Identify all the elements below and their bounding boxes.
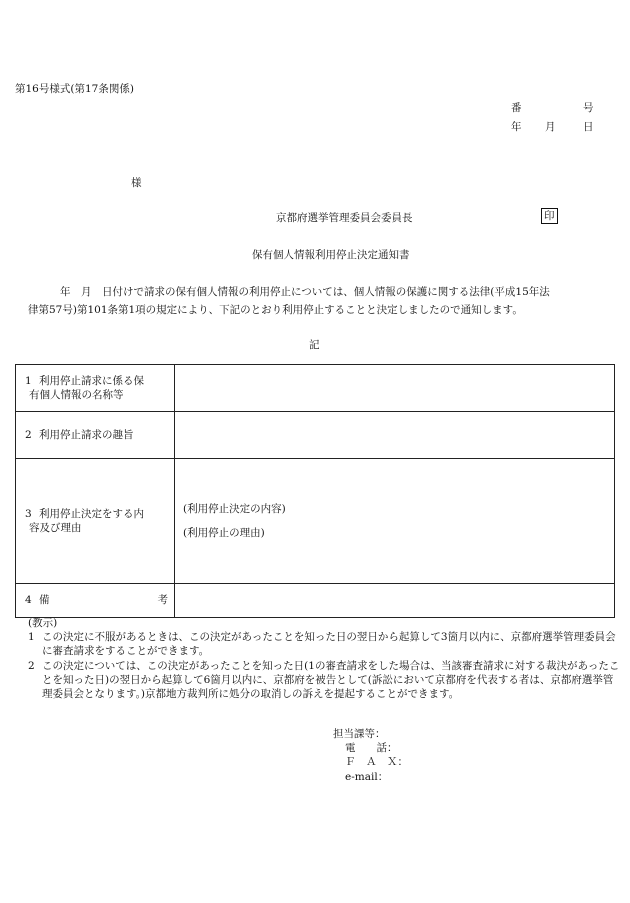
notice-item-1-text: この決定に不服があるときは、この決定があったことを知った日の翌日から起算して3箇月以内に、京都府選挙管理委員会に審査請求をすることができます。: [42, 631, 616, 658]
issuer-name: 京都府選挙管理委員会委員長: [276, 212, 413, 224]
form-number: 第16号様式(第17条関係): [15, 83, 134, 95]
row4-number: 4: [25, 594, 32, 607]
row1-label-line-a: [25, 374, 170, 388]
notice-item-1-number: 1: [28, 631, 35, 644]
row1-number: 1: [25, 374, 32, 387]
row2-label: 利用停止請求の趣旨: [39, 428, 134, 441]
notice-item-1: [28, 630, 620, 658]
row3-label-cell: [16, 459, 175, 584]
row1-label-b: 有個人情報の名称等: [29, 389, 124, 401]
row3-label-line-a: [25, 507, 170, 521]
row3-number: 3: [25, 507, 32, 520]
table-row: [16, 365, 615, 412]
addressee-suffix: 様: [131, 177, 142, 189]
notice-item-2-text: この決定については、この決定があったことを知った日(1の審査請求をした場合は、当該審査請求に対する裁決があったことを知った日)の翌日から起算して6箇月以内に、京都府を被告として(訴訟において京都府を代表する者は、京都府選挙管理委員会となります。)京都地方裁判所に処分の取消しの訴えを提起することができます。: [42, 659, 620, 700]
contact-tel: 電 話：: [345, 742, 398, 755]
date-year-label: 年: [511, 121, 522, 133]
contact-email: e-mail：: [345, 770, 389, 783]
row3-value-cell: [175, 459, 615, 584]
detail-table: [15, 364, 615, 618]
row4-label: [25, 593, 170, 607]
body-text-line-1: 年 月 日付けで請求の保有個人情報の利用停止については、個人情報の保護に関する法律(平成15年法: [60, 286, 550, 298]
row2-number: 2: [25, 428, 32, 441]
reference-number-go: 号: [583, 102, 594, 114]
row1-label-cell: [16, 365, 175, 412]
row4-label-a: 備: [39, 594, 50, 607]
row4-label-cell: [16, 584, 175, 618]
row2-label-cell: [16, 412, 175, 459]
row3-label-a: 利用停止決定をする内: [39, 507, 144, 520]
reference-number-ban: 番: [511, 102, 522, 114]
row3-reason: (利用停止の理由): [183, 527, 265, 539]
document-title: 保有個人情報利用停止決定通知書: [252, 249, 410, 261]
date-day-label: 日: [583, 121, 594, 133]
contact-fax: Ｆ Ａ Ｘ：: [345, 756, 408, 769]
table-row: [16, 459, 615, 584]
notice-item-2-number: 2: [28, 659, 35, 672]
contact-department: 担当課等：: [333, 728, 386, 740]
table-row: [16, 412, 615, 459]
seal-mark: 印: [541, 208, 558, 224]
table-row: [16, 584, 615, 618]
contact-block: [333, 727, 408, 784]
row4-value-cell: [175, 584, 615, 618]
row2-value-cell: [175, 412, 615, 459]
date-month-label: 月: [545, 121, 556, 133]
body-text-line-2: 律第57号)第101条第1項の規定により、下記のとおり利用停止することと決定しましたので通知します。: [28, 304, 523, 316]
row3-label-b: 容及び理由: [29, 522, 82, 534]
ki-heading: 記: [309, 339, 320, 351]
row1-label-a: 利用停止請求に係る保: [39, 374, 144, 387]
row3-decision-content: (利用停止決定の内容): [183, 502, 286, 515]
notice-item-2: [28, 659, 620, 702]
notice-block: [28, 616, 620, 701]
notice-heading: (教示): [28, 617, 58, 629]
row1-value-cell: [175, 365, 615, 412]
row4-label-b: 考: [157, 594, 168, 607]
